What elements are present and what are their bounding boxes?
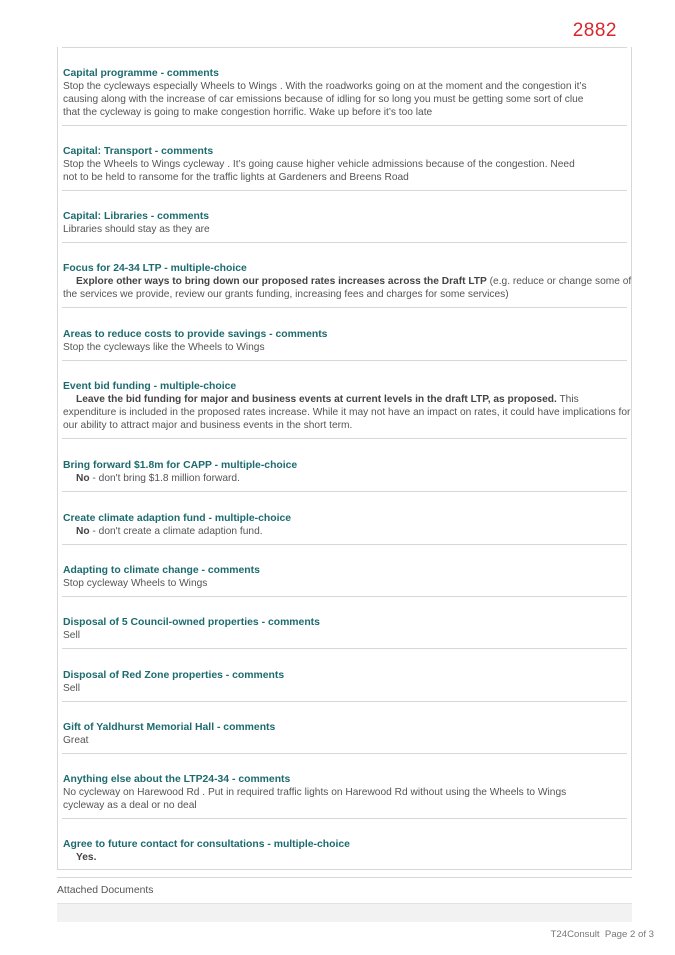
divider xyxy=(62,438,627,439)
entry-gift-yaldhurst-hall xyxy=(62,721,627,754)
entry-climate-adaption-fund xyxy=(62,512,627,545)
answer-text xyxy=(63,80,627,120)
selected-option: Leave the bid funding for major and business events at current levels in the draft LTP, as proposed. xyxy=(76,394,557,405)
answer-text xyxy=(63,682,627,695)
question-title: Capital programme - comments xyxy=(63,68,219,79)
answer-line: Great xyxy=(63,735,89,746)
entry-event-bid-funding xyxy=(62,380,631,439)
answer-line: Stop the cycleways especially Wheels to Wings . With the roadworks going on at the moment and the congestion it’s xyxy=(63,81,587,92)
divider xyxy=(57,877,632,878)
entry-disposal-council-properties xyxy=(62,616,627,649)
answer-text xyxy=(63,525,627,538)
question-title: Create climate adaption fund - multiple-choice xyxy=(63,513,292,524)
answer-line: expenditure is included in the proposed rates increase. While it may not have an impact on rates, it could have implications for xyxy=(63,407,631,419)
divider xyxy=(62,360,627,361)
divider xyxy=(62,242,627,243)
attached-documents-panel xyxy=(57,903,632,922)
selected-option: No xyxy=(76,473,90,484)
divider xyxy=(62,544,627,545)
question-title: Adapting to climate change - comments xyxy=(63,565,260,576)
entry-reduce-costs xyxy=(62,328,627,361)
question-title: Areas to reduce costs to provide savings - comments xyxy=(63,329,328,340)
question-title: Agree to future contact for consultations - multiple-choice xyxy=(63,839,350,850)
option-description: (e.g. reduce or change some of xyxy=(486,276,632,287)
question-title: Disposal of 5 Council-owned properties - comments xyxy=(63,617,320,628)
answer-line: Libraries should stay as they are xyxy=(63,224,210,235)
entry-disposal-red-zone xyxy=(62,669,627,702)
answer-line: No cycleway on Harewood Rd . Put in required traffic lights on Harewood Rd without using the Wheels to Wings xyxy=(63,787,567,798)
page-number: 2882 xyxy=(572,20,617,41)
answer-text xyxy=(63,786,627,812)
question-title: Disposal of Red Zone properties - comments xyxy=(63,670,285,681)
selected-option: Explore other ways to bring down our proposed rates increases across the Draft LTP xyxy=(76,276,487,287)
answer-line: Stop the Wheels to Wings cycleway . It’s going cause higher vehicle admissions because of the congestion. Need xyxy=(63,159,575,170)
option-description: This xyxy=(556,394,579,405)
answer-line xyxy=(63,275,632,288)
entry-capital-libraries xyxy=(62,210,627,243)
option-description: - don't bring $1.8 million forward. xyxy=(89,473,240,484)
answer-text xyxy=(63,275,632,301)
divider xyxy=(62,307,627,308)
answer-text xyxy=(63,734,627,747)
answer-line: that the cycleway is going to make congestion horrific. Wake up before it’s too late xyxy=(63,107,433,119)
entry-capital-programme xyxy=(62,67,627,126)
entry-focus-ltp xyxy=(62,262,632,308)
question-title: Capital: Libraries - comments xyxy=(63,211,210,222)
answer-line: causing along with the increase of car emissions because of idling for so long you must be getting some sort of clue xyxy=(63,94,584,106)
answer-text xyxy=(63,223,627,236)
question-title: Gift of Yaldhurst Memorial Hall - comments xyxy=(63,722,276,733)
selected-option: Yes. xyxy=(76,852,97,863)
answer-text xyxy=(63,577,627,590)
submission-content xyxy=(57,47,632,870)
divider xyxy=(62,648,627,649)
answer-line: cycleway as a deal or no deal xyxy=(63,800,197,812)
divider xyxy=(62,701,627,702)
entry-future-contact xyxy=(62,838,627,868)
divider xyxy=(62,596,627,597)
answer-line: not to be held to ransome for the traffic lights at Gardeners and Breens Road xyxy=(63,172,409,184)
answer-line: our ability to attract major and business events in the short term. xyxy=(63,420,353,432)
answer-line xyxy=(63,393,627,406)
option-description: - don't create a climate adaption fund. xyxy=(89,526,263,537)
attached-documents-label: Attached Documents xyxy=(57,885,154,896)
answer-line: Stop cycleway Wheels to Wings xyxy=(63,578,208,589)
answer-text xyxy=(63,629,627,642)
divider xyxy=(62,125,627,126)
divider xyxy=(62,491,627,492)
question-title: Bring forward $1.8m for CAPP - multiple-choice xyxy=(63,460,298,471)
entry-bring-forward-capp xyxy=(62,459,627,492)
answer-text xyxy=(63,851,627,864)
answer-text xyxy=(63,158,627,184)
divider xyxy=(62,753,627,754)
answer-line: Sell xyxy=(63,630,80,641)
question-title: Capital: Transport - comments xyxy=(63,146,214,157)
answer-text xyxy=(63,472,627,485)
answer-line: Stop the cycleways like the Wheels to Wings xyxy=(63,342,265,353)
entry-capital-transport xyxy=(62,145,627,191)
selected-option: No xyxy=(76,526,90,537)
entry-adapting-climate-change xyxy=(62,564,627,597)
page-footer: T24Consult Page 2 of 3 xyxy=(550,929,654,940)
answer-line: Sell xyxy=(63,683,80,694)
answer-line: the services we provide, review our grants funding, increasing fees and charges for some services) xyxy=(63,289,509,301)
divider xyxy=(62,818,627,819)
entry-anything-else xyxy=(62,773,627,819)
question-title: Event bid funding - multiple-choice xyxy=(63,381,237,392)
answer-text xyxy=(63,341,627,354)
question-title: Anything else about the LTP24-34 - comments xyxy=(63,774,291,785)
question-title: Focus for 24-34 LTP - multiple-choice xyxy=(63,263,247,274)
answer-text xyxy=(63,393,631,433)
divider xyxy=(62,190,627,191)
